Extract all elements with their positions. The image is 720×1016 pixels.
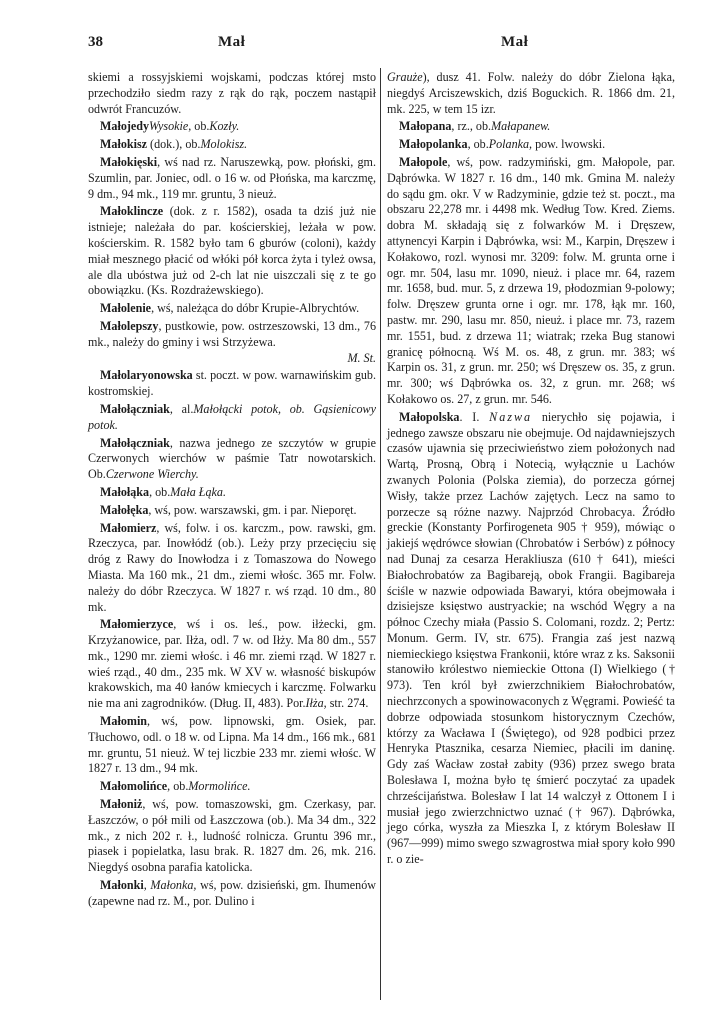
entry-headword: Małopolanka — [399, 137, 468, 152]
entry-reference: Grauże — [387, 70, 423, 84]
entry-headword: Małomierzyce — [100, 617, 174, 632]
entry-text: (dok. z r. 1582), osada ta dziś już nie istnieje; należała do par. kościerskiej, leżała w pow. kościerskim. R. 1582 było tam 6 gburów (coloni), każdy miał mesznego płacić od włóki pół korca żyta i tyleż owsa, ale dla ubóstwa już od 2-ch lat nie uiszczali się z te go obowiązku. (Ks. Rozdrażewskiego). — [88, 204, 376, 298]
entry-text: , al. — [169, 401, 194, 416]
entry-reference: Molokisz. — [200, 137, 248, 152]
entry-text: ), dusz 41. Folw. należy do dóbr Zielona łąka, niegdyś Arciszewskich, dziś Boguckich. R. 1866 dm. 21, mk. 225, w tem 15 izr. — [387, 70, 675, 116]
entry-headword: Małojedy — [100, 119, 150, 134]
entry-headword: Małopana — [399, 119, 452, 134]
entry-reference: Małołącki potok, ob. Gąsienicowy potok. — [88, 401, 376, 432]
entry-text: , wś, pow. tomaszowski, gm. Czerkasy, par. Łaszczów, o pół mili od Łaszczowa (ob.). Ma 34 dm., 322 mk., z nich 202 r. ł., ludność rolnicza. Gruntu 396 mr., piasek i popielatka, lasu brak. R. 1827 dm. 26, mk. 216. Niegdyś osobna parafia katolicka. — [88, 797, 376, 875]
dictionary-entry — [387, 155, 675, 408]
dictionary-entry — [88, 779, 376, 795]
dictionary-entry — [88, 714, 376, 777]
dictionary-entry — [88, 301, 376, 317]
entry-text: , ob. — [188, 119, 210, 134]
entry-reference: Czerwone Wierchy. — [105, 467, 199, 482]
entry-headword: Małomierz — [100, 520, 157, 535]
dictionary-entry — [88, 503, 376, 519]
dictionary-entry — [88, 521, 376, 616]
entry-text: , nazwa jednego ze szczytów w grupie Czerwonych wierchów w paśmie Tatr nowotarskich. Ob. — [88, 435, 376, 482]
entry-text: , ob. — [167, 779, 189, 794]
entry-reference: Polanka, — [488, 137, 533, 152]
entry-text: , wś, pow. lipnowski, gm. Osiek, par. Tłuchowo, odl. o 18 w. od Lipna. Ma 14 dm., 166 mk., 681 mr. gruntu, 51 nieuż. W tej liczbie 233 mr. ziemi włośc. W 1827 r. 13 dm., 94 mk. — [88, 714, 376, 776]
entry-headword: Małopole — [399, 154, 448, 169]
dictionary-entry — [88, 485, 376, 501]
dictionary-entry — [88, 617, 376, 712]
entry-text: , — [143, 878, 151, 893]
entry-headword: Małopolska — [399, 409, 460, 424]
column-divider — [380, 68, 381, 1000]
entry-headword: Małoniż — [100, 797, 143, 812]
entry-text: pow. lwowski. — [532, 137, 606, 152]
entry-headword: Małolaryonowska — [100, 368, 193, 383]
entry-headword: Małołąka — [100, 484, 150, 499]
entry-text: (dok.), ob. — [147, 137, 201, 152]
entry-reference: Małonka, — [150, 878, 197, 893]
dictionary-entry — [88, 137, 376, 153]
entry-headword: Małoklincze — [100, 204, 164, 219]
running-head-right: Mał — [501, 34, 529, 50]
left-column — [88, 70, 376, 912]
entry-headword: Małolenie — [100, 301, 152, 316]
dictionary-entry — [88, 204, 376, 299]
entry-text: , pustkowie, pow. ostrzeszowski, 13 dm., 76 mk., należy do gminy i wsi Strzyżewa. — [88, 318, 376, 349]
dictionary-entry — [88, 155, 376, 202]
entry-text: , wś nad rz. Naruszewką, pow. płoński, gm. Szumlin, par. Joniec, odl. o 16 w. od Płońska, ma karczmę, 9 dm., 94 mk., 119 mr. gruntu, 3 nieuż. — [88, 154, 376, 201]
entry-text: , wś, pow. radzymiński, gm. Małopole, par. Dąbrówka. W 1827 r. 16 dm., 140 mk. Gmina M. należy do sądu gm. okr. V w Radzyminie, gdzie też st. poczt., ma obszaru 22,278 mr. i 4498 mk. Według Tow. Kred. Ziems. dobra M. składają się z folwarków M. i Dręszew, attynencyi Karpin i Dąbrówka, wsi: M., Karpin, Dręszew i Kołakowo, rozl. wynosi mr. 3209: folw. M. grunta orne i ogr. mr. 504, lasu mr. 1090, nieuż. i place mr. 64, razem mr. 1658, bud. mur. 5, z drzewa 19, płodozmian 9-polowy; folw. Dręszew grunta orne i ogr. mr. 178, łąk mr. 160, pastw. mr. 290, lasu mr. 850, nieuż. i place mr. 73, razem mr. 1551, bud. z drzewa 11; wiatrak; rzeka Bug stanowi granicę północną. Wś M. os. 48, z grun. mr. 383; wś Karpin os. 31, z grun. mr. 250; wś Dręszew os. 35, z grun. mr. 300; wś Dąbrówka os. 32, z grun. mr. 268; wś Kołakowo os. 27, z grun. mr. 546. — [387, 154, 675, 406]
dictionary-entry — [88, 70, 376, 117]
entry-text: st. poczt. w pow. warnawińskim gub. kostromskiej. — [88, 368, 376, 399]
entry-text: , rz., ob. — [451, 119, 492, 134]
entry-headword: Małołączniak — [100, 435, 170, 450]
entry-reference: Iłża, — [305, 696, 327, 711]
entry-headword: Małokisz — [100, 137, 148, 152]
dictionary-entry — [88, 797, 376, 876]
entry-text: nierychło się pojawia, i jednego zawsze obszaru nie obejmuje. Od najdawniejszych czasów ujawnia się przeciwieństwo ziem położonych nad Wartą, Prosną, Obrą i Notecią, wyłącznie u Lachów zwanych Polonia (Polska ziemia), do porzecza górnej Wisły, także przez Lachów zajętych. Lecz na samo to porzecze są różne nazwy. Najprzód Chrobacya. Źródło greckie (Konstanty Porfirogeneta 905 † 959), mówiąc o jakiejś wędrówce słowian (Chrobatów i Serbów) z północy nad Dunaj za cesarza Herakliusza (610 † 641), mieści Białochrobatów za Bagibareją, obok Frangii. Bagibareja ściśle w nazwie odpowiada Bawaryi, która obejmowała i dzisiejsze księstwo austryackie; na wschód Węgry a na północ Czechy miała (Passio S. Colomani, rozdz. 2; Pertz: Monum. Germ. IV, str. 675). Frangia zaś jest nazwą niemieckiego księstwa Frankonii, które wraz z ks. Saksonii stanowiło królestwo niemieckie Ottona (I) Wielkiego († 973). Ten król był zwierzchnikiem Białochrobatów, niechrzconych a spowinowaconych z Węgrami. Powieść ta dobrze odpowiada stosunkom historycznym Czechów, którzy za Wacława I (Świętego), od 928 podbici przez Henryka Ptasznika, cesarza Niemiec, płacili im daninę. Gdy zaś Wacław został zabity (936) przez swego brata Bolesława I, można było tę śmierć poczytać za upadek chrześcijaństwa. Bolesław I lat 14 walczył z Ottonem I i musiał jego zwierzchnictwo uznać († 967). Dąbrówka, jego córka, wyszła za Mieszka I, z którym Bolesław II (967—999) mimo swego szwagrostwa miał spory koło 990 r. o zie- — [387, 409, 675, 867]
entry-headword: Małolepszy — [100, 318, 159, 333]
dictionary-entry — [88, 402, 376, 434]
entry-headword: Małokięski — [100, 154, 158, 169]
entry-reference: Mormolińce. — [188, 779, 251, 794]
entry-headword: Małomolińce — [100, 779, 168, 794]
entry-headword: Małonki — [100, 878, 144, 893]
dictionary-entry — [387, 137, 675, 153]
entry-headword: Małołączniak — [100, 401, 170, 416]
entry-spaced-text: Nazwa — [489, 409, 533, 424]
entry-text: , ob. — [467, 137, 489, 152]
entry-text: wś, pow. dzisieński, gm. Ihumenów (zapewne nad rz. M., por. Dulino i — [88, 878, 376, 908]
entry-text: , wś i os. leś., pow. iłżecki, gm. Krzyżanowice, par. Iłża, odl. 7 w. od Iłży. Ma 80 dm., 557 mk., 1290 mr. ziemi włośc. i 46 mr. ziemi rząd. W 1827 r. wieś rząd., 40 dm., 235 mk. W XV w. własność biskupów krakowskich, ma 40 łanów kmiecych i karczmę. Folwarku nie ma ani zagrodników. (Dług. II, 483). Por. — [88, 617, 376, 711]
running-head-left: Mał — [218, 34, 246, 50]
entry-text: str. 274. — [326, 696, 369, 711]
entry-text: , wś, pow. warszawski, gm. i par. Nieporęt. — [148, 502, 357, 517]
dictionary-entry — [387, 70, 675, 117]
entry-reference: Kozły. — [209, 119, 240, 134]
dictionary-entry — [387, 119, 675, 135]
dictionary-entry — [88, 319, 376, 366]
dictionary-entry — [88, 436, 376, 483]
entry-reference: Małapanew. — [491, 119, 551, 134]
entry-reference: Wysokie — [149, 119, 189, 134]
page-number: 38 — [88, 34, 103, 50]
entry-text: , wś, należąca do dóbr Krupie-Albrychtów. — [151, 301, 360, 316]
entry-text: . I. — [459, 409, 490, 424]
entry-headword: Małołęka — [100, 502, 149, 517]
entry-headword: Małomin — [100, 714, 148, 729]
entry-text: skiemi a rossyjskiemi wojskami, podczas której msto przechodziło siedm razy z rąk do rąk, poczem nastąpił odwrót Francuzów. — [88, 70, 376, 116]
dictionary-entry — [88, 119, 376, 135]
page-header — [88, 34, 688, 54]
dictionary-entry — [387, 410, 675, 868]
entry-reference: Mała Łąka. — [170, 484, 226, 499]
entry-text: , ob. — [149, 484, 171, 499]
entry-text: , wś, folw. i os. karczm., pow. rawski, gm. Rzeczyca, par. Inowłódź (ob.). Leży przy przecięciu się dróg z Rawy do Inowłodza i z Tomaszowa do Nowego Miasta. Ma 160 mk., 21 dm., ziemi włośc. 365 mr. Folw. należy do dóbr Rzeczyca. W 1827 r. wś rząd. 10 dm., 80 mk. — [88, 520, 376, 614]
dictionary-entry — [88, 878, 376, 910]
right-column — [387, 70, 675, 870]
author-signature: M. St. — [347, 350, 376, 365]
dictionary-entry — [88, 368, 376, 400]
